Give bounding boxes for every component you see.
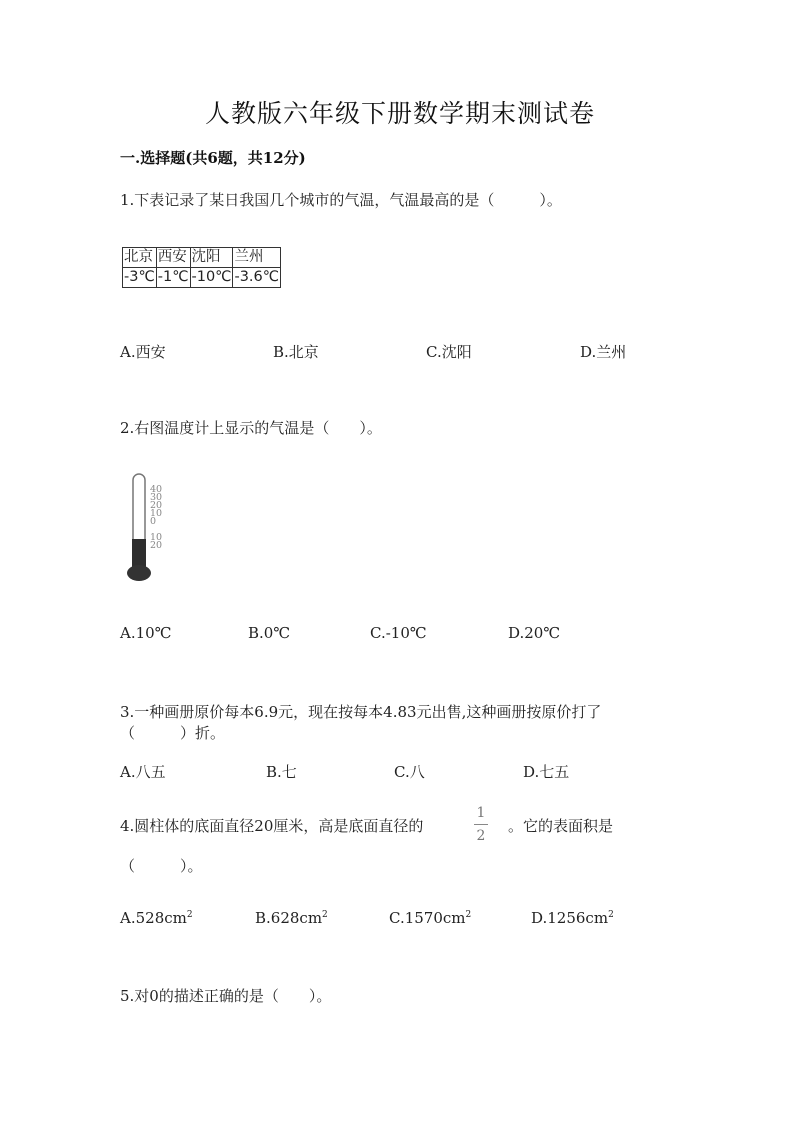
table-cell-city: 北京 [123, 248, 157, 268]
thermometer-tick-label: 20 [150, 500, 163, 511]
question-3-text-line2: （ ）折。 [120, 724, 226, 742]
table-row-temps [123, 268, 281, 288]
table-row-cities [123, 248, 281, 268]
table-cell-temp: -3℃ [123, 268, 157, 288]
thermometer-tick-label: 30 [150, 492, 163, 503]
table-cell-city: 西安 [156, 248, 190, 268]
thermometer-mercury [132, 539, 146, 569]
question-1-option-b[interactable]: B.北京 [273, 343, 319, 361]
question-2-text: 2.右图温度计上显示的气温是（ ）。 [120, 419, 382, 437]
question-5-text: 5.对0的描述正确的是（ ）。 [120, 987, 332, 1005]
section-heading: 一.选择题(共6题，共12分) [120, 149, 306, 167]
thermometer-bulb [127, 565, 151, 581]
question-1-option-c[interactable]: C.沈阳 [426, 343, 472, 361]
question-4-option-d[interactable] [531, 909, 614, 927]
page-title: 人教版六年级下册数学期末测试卷 [204, 99, 595, 128]
temperature-table [122, 247, 281, 288]
question-2-option-d[interactable]: D.20℃ [508, 624, 561, 642]
question-4-text-line2: （ ）。 [120, 857, 203, 875]
thermometer-tick-label: 10 [150, 532, 163, 543]
question-2-option-a[interactable]: A.10℃ [120, 624, 172, 642]
question-1-option-d[interactable]: D.兰州 [580, 343, 627, 361]
table-cell-temp: -3.6℃ [233, 268, 281, 288]
question-3-option-d[interactable]: D.七五 [523, 763, 570, 781]
table-cell-temp: -1℃ [156, 268, 190, 288]
option-superscript: 2 [186, 910, 193, 920]
option-superscript: 2 [465, 910, 472, 920]
question-4-text-after: 。它的表面积是 [508, 817, 614, 835]
question-1-option-a[interactable]: A.西安 [120, 343, 166, 361]
question-3-option-b[interactable]: B.七 [266, 763, 297, 781]
question-3-option-c[interactable]: C.八 [394, 763, 425, 781]
thermometer-tick-label: 10 [150, 508, 163, 519]
fraction-numerator: 1 [476, 805, 486, 821]
fraction-one-half [474, 806, 488, 844]
table-cell-city: 沈阳 [190, 248, 233, 268]
thermometer-tick-label: 0 [150, 516, 157, 527]
option-text: D.1256cm [531, 909, 609, 927]
fraction-bar [474, 824, 488, 825]
question-3-text-line1: 3.一种画册原价每本6.9元，现在按每本4.83元出售,这种画册按原价打了 [120, 703, 602, 721]
question-4-text-before: 4.圆柱体的底面直径20厘米，高是底面直径的 [120, 817, 424, 835]
question-3-option-a[interactable]: A.八五 [120, 763, 166, 781]
question-2-option-c[interactable]: C.-10℃ [370, 624, 427, 642]
option-text: B.628cm [255, 909, 323, 927]
table-cell-temp: -10℃ [190, 268, 233, 288]
option-superscript: 2 [608, 910, 614, 920]
question-4-option-a[interactable] [120, 909, 193, 927]
option-text: C.1570cm [389, 909, 466, 927]
table-cell-city: 兰州 [233, 248, 281, 268]
question-1-text: 1.下表记录了某日我国几个城市的气温，气温最高的是（ ）。 [120, 191, 562, 209]
thermometer-figure [124, 470, 174, 585]
question-2-option-b[interactable]: B.0℃ [248, 624, 291, 642]
thermometer-tick-label: 20 [150, 540, 163, 551]
option-superscript: 2 [322, 910, 328, 920]
thermometer-tick-label: 40 [150, 484, 163, 495]
option-text: A.528cm [120, 909, 187, 927]
question-4-option-c[interactable] [389, 909, 471, 927]
fraction-denominator: 2 [476, 828, 486, 844]
question-4-option-b[interactable] [255, 909, 328, 927]
